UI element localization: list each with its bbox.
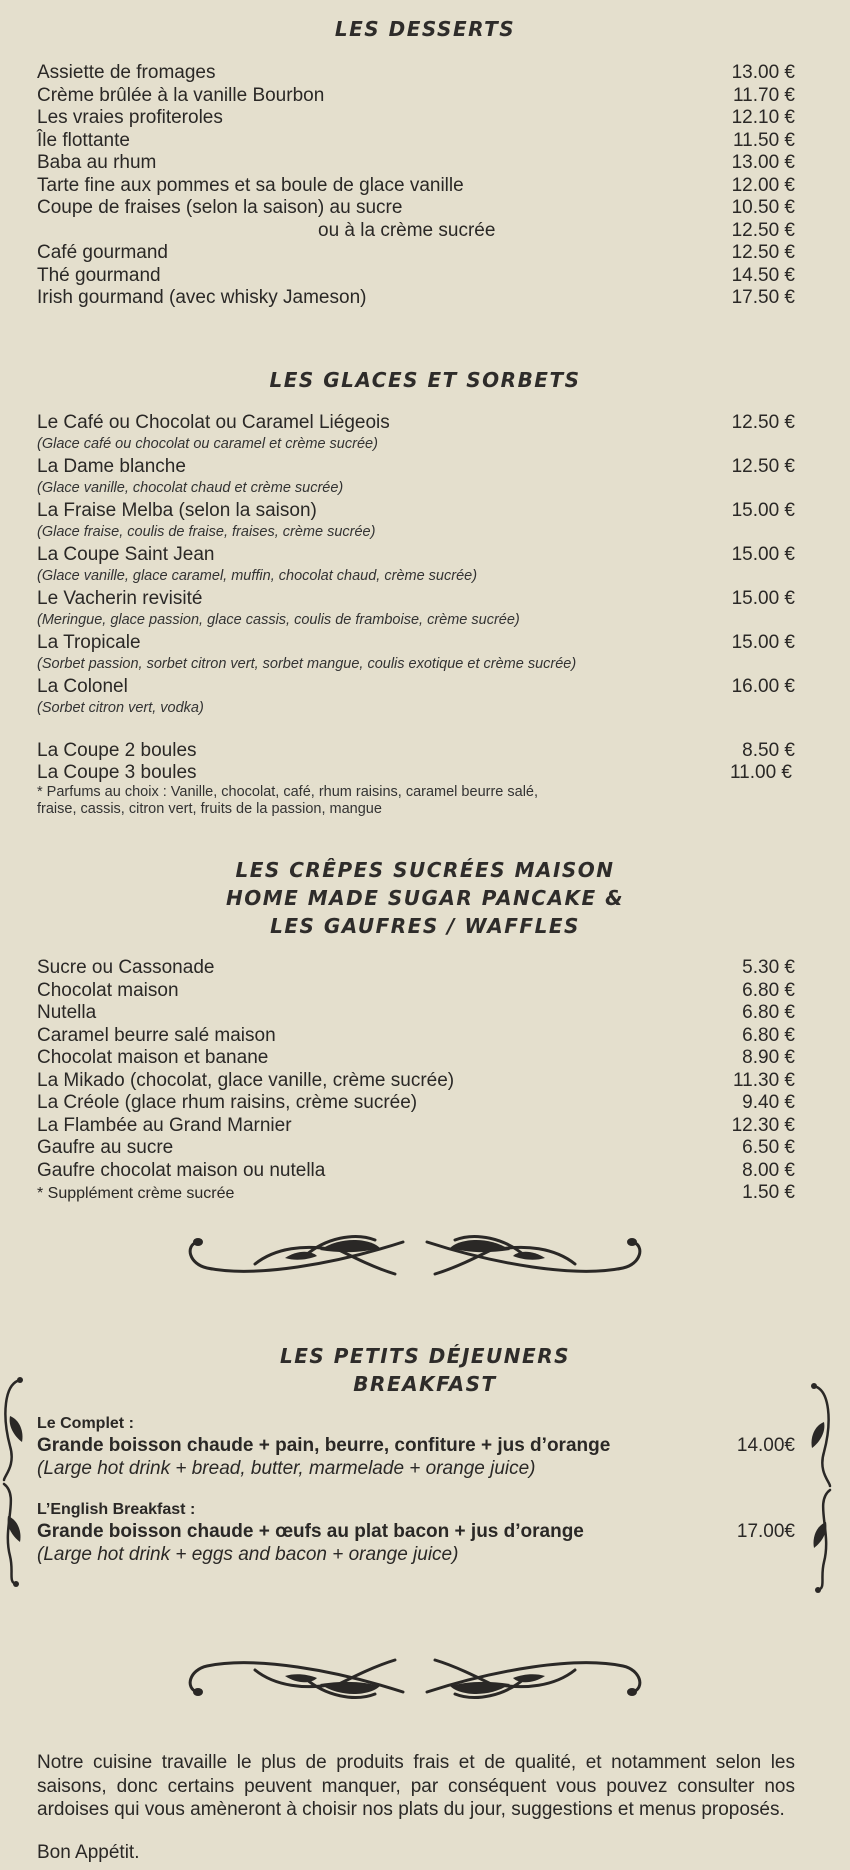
english-breakfast-label: L’English Breakfast : [37,1501,196,1518]
item-price: 12.30 € [731,1114,795,1136]
coupe-item [37,762,795,784]
glace-item [37,456,795,478]
item-name: Chocolat maison et banane [37,1047,269,1068]
item-price: 15.00 € [731,500,795,521]
dessert-item [37,242,795,265]
dessert-item [37,220,795,243]
item-name: Irish gourmand (avec whisky Jameson) [37,287,367,308]
complet-english: (Large hot drink + bread, butter, marmelade + orange juice) [37,1458,536,1479]
glace-item [37,544,795,566]
item-name: La Coupe Saint Jean [37,544,215,565]
item-description: (Glace vanille, glace caramel, muffin, chocolat chaud, crème sucrée) [37,568,478,584]
item-description: (Meringue, glace passion, glace cassis, coulis de framboise, crème sucrée) [37,612,520,628]
item-price: 11.50 € [733,129,795,151]
bon-appetit: Bon Appétit. [37,1842,140,1863]
item-price: 6.50 € [742,1137,795,1158]
crepe-item [37,1137,795,1160]
item-price: 15.00 € [731,632,795,653]
glace-item [37,412,795,434]
dessert-item [37,130,795,153]
item-price: 13.00 € [731,62,795,83]
item-price: 14.00€ [736,1435,795,1456]
crepe-item [37,1070,795,1093]
crepe-item [37,957,795,980]
glace-item [37,632,795,654]
item-description: (Glace café ou chocolat ou caramel et crème sucrée) [37,436,378,452]
right-vine-ornament-icon [804,1382,834,1594]
english-breakfast-english: (Large hot drink + eggs and bacon + orange juice) [37,1544,459,1565]
glace-item [37,676,795,698]
item-name: ou à la crème sucrée [318,219,496,241]
item-name: Café gourmand [37,242,168,263]
glace-item [37,588,795,610]
item-name: Coupe de fraises (selon la saison) au sucre [37,197,403,218]
item-name: La Fraise Melba (selon la saison) [37,500,317,521]
crepe-item [37,1002,795,1025]
left-vine-ornament-icon [0,1376,30,1588]
item-price: 12.10 € [731,107,795,128]
item-name: Sucre ou Cassonade [37,957,215,978]
crepes-title-line1: LES CRÊPES SUCRÉES MAISON [235,858,615,882]
item-price: 13.00 € [731,152,795,173]
crepes-title [0,856,850,940]
desserts-title: LES DESSERTS [334,17,516,41]
crepe-item [37,1115,795,1138]
item-price: 6.80 € [742,979,795,1001]
breakfast-list [37,1414,795,1566]
crepe-item [37,1160,795,1183]
item-description: (Sorbet citron vert, vodka) [37,700,204,716]
item-price: 11.00 € [730,762,792,783]
dessert-item [37,62,795,85]
item-name: Gaufre chocolat maison ou nutella [37,1159,326,1181]
item-price: 10.50 € [731,197,795,218]
item-description: (Glace fraise, coulis de fraise, fraises, crème sucrée) [37,524,376,540]
item-name: Île flottante [37,129,130,151]
complet-item [37,1434,795,1457]
item-price: 8.90 € [742,1047,795,1068]
item-price: 15.00 € [731,544,795,565]
item-price: 14.50 € [731,264,795,286]
item-name: Chocolat maison [37,979,179,1001]
crepes-list [37,957,795,1206]
item-name: La Mikado (chocolat, glace vanille, crème sucrée) [37,1069,455,1091]
item-price: 5.30 € [742,957,795,978]
item-name: Le Café ou Chocolat ou Caramel Liégeois [37,412,390,433]
item-name: La Coupe 3 boules [37,762,197,783]
item-price: 17.50 € [731,287,795,308]
item-name: Baba au rhum [37,152,157,173]
footer-text: Notre cuisine travaille le plus de produits frais et de qualité, et notamment selon les saisons, donc certains peuvent manquer, par conséquent vous pouvez consulter nos ardoises qui vous amèneront à choisir nos plats du jour, suggestions et menus proposés. [37,1752,795,1820]
item-name: Le Vacherin revisité [37,588,203,609]
item-price: 6.80 € [742,1002,795,1023]
item-name: Nutella [37,1002,97,1023]
item-price: 12.50 € [731,456,795,477]
item-name: Les vraies profiteroles [37,107,223,128]
item-name: * Supplément crème sucrée [37,1185,235,1202]
parfums-note: * Parfums au choix : Vanille, chocolat, café, rhum raisins, caramel beurre salé, [37,784,539,800]
item-name: Assiette de fromages [37,62,216,83]
item-name: Caramel beurre salé maison [37,1024,276,1046]
crepe-item [37,1092,795,1115]
item-price: 16.00 € [731,676,795,697]
item-price: 6.80 € [742,1024,795,1046]
item-price: 12.50 € [731,219,795,241]
desserts-list [37,62,795,310]
glaces-list [37,412,795,818]
flourish-divider-icon [185,1646,645,1706]
item-description: (Sorbet passion, sorbet citron vert, sorbet mangue, coulis exotique et crème sucrée) [37,656,577,672]
crepes-title-line3: LES GAUFRES / WAFFLES [270,914,580,938]
dessert-item [37,85,795,108]
item-name: Grande boisson chaude + œufs au plat bacon + jus d’orange [37,1521,584,1542]
coupe-item [37,740,795,762]
item-name: Grande boisson chaude + pain, beurre, confiture + jus d’orange [37,1435,611,1456]
item-price: 17.00€ [736,1521,795,1542]
item-name: Crème brûlée à la vanille Bourbon [37,84,325,106]
item-name: La Dame blanche [37,456,186,477]
crepe-item [37,1047,795,1070]
item-price: 11.30 € [733,1069,795,1091]
item-price: 15.00 € [731,588,795,609]
item-price: 1.50 € [742,1182,795,1203]
dessert-item [37,152,795,175]
supplement-item [37,1182,795,1206]
item-name: La Flambée au Grand Marnier [37,1114,292,1136]
glace-item [37,500,795,522]
item-price: 9.40 € [742,1092,795,1113]
item-price: 8.50 € [742,740,795,761]
crepe-item [37,1025,795,1048]
crepes-title-line2: HOME MADE SUGAR PANCAKE & [225,886,625,910]
complet-label: Le Complet : [37,1415,134,1432]
item-name: Thé gourmand [37,264,161,286]
dessert-item [37,175,795,198]
parfums-note-line2: fraise, cassis, citron vert, fruits de la passion, mangue [37,801,382,817]
item-name: Tarte fine aux pommes et sa boule de glace vanille [37,174,464,196]
dessert-item [37,265,795,288]
item-name: La Créole (glace rhum raisins, crème sucrée) [37,1092,418,1113]
item-price: 12.00 € [731,174,795,196]
breakfast-title-line1: LES PETITS DÉJEUNERS [280,1344,570,1368]
dessert-item [37,287,795,310]
dessert-item [37,107,795,130]
item-name: La Coupe 2 boules [37,740,197,761]
breakfast-title-line2: BREAKFAST [353,1372,497,1396]
item-name: La Colonel [37,676,128,697]
item-price: 12.50 € [731,242,795,263]
item-description: (Glace vanille, chocolat chaud et crème sucrée) [37,480,344,496]
item-price: 8.00 € [742,1159,795,1181]
english-breakfast-item [37,1520,795,1543]
flourish-divider-icon [185,1228,645,1288]
item-price: 12.50 € [731,412,795,433]
dessert-item [37,197,795,220]
breakfast-title [0,1342,850,1398]
item-name: La Tropicale [37,632,141,653]
crepe-item [37,980,795,1003]
item-name: Gaufre au sucre [37,1137,174,1158]
glaces-title: LES GLACES ET SORBETS [269,368,581,392]
item-price: 11.70 € [733,84,795,106]
